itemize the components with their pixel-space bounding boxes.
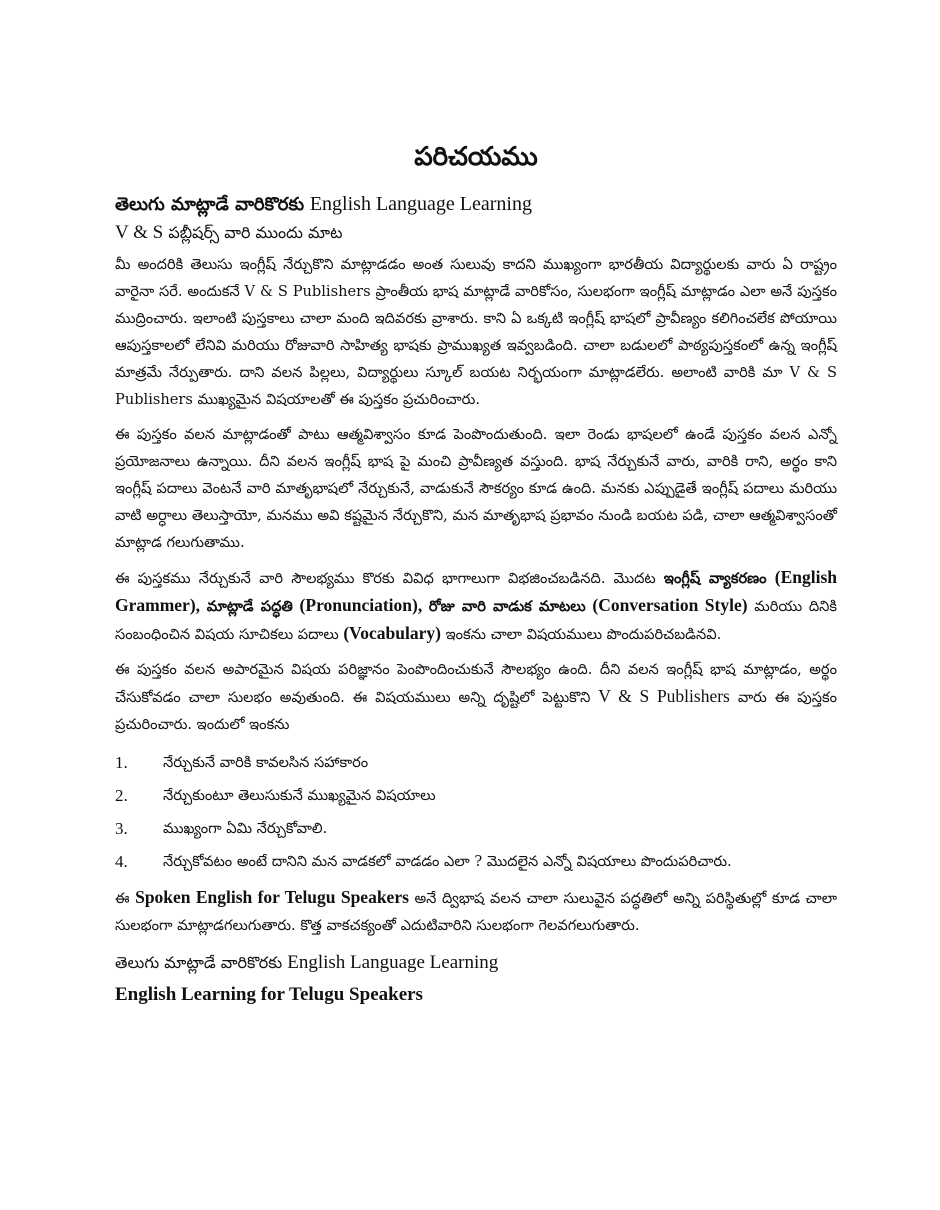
paragraph-5 bbox=[115, 884, 837, 939]
conversation-english: (Conversation Style) bbox=[592, 595, 748, 615]
conversation-telugu: రోజు వారి వాడుక మాటలు bbox=[428, 598, 586, 615]
grammar-english: (English Grammer), bbox=[115, 567, 838, 615]
heading-telugu: తెలుగు మాట్లాడే వారికొరకు bbox=[115, 194, 305, 215]
numbered-list bbox=[115, 746, 837, 878]
subheading-telugu: పబ్లీషర్స్ వారి ముందు మాట bbox=[168, 223, 343, 242]
footer-telugu: తెలుగు మాట్లాడే వారికొరకు bbox=[115, 953, 283, 972]
grammar-telugu: ఇంగ్లీష్ వ్యాకరణం bbox=[663, 570, 767, 587]
paragraph-3 bbox=[115, 564, 837, 648]
paragraph-4-part1: ఈ పుస్తకం వలన అపారమైన విషయ పరిజ్ఞానం పెంపొందించుకునే సౌలభ్యం ఉంది. దీని వలన ఇంగ్లీష్ భాష మాట్లాడం, అర్థం చేసుకోవడం చాలా సులభం అవుతుంది. ఈ విషయములు అన్ని దృష్టిలో పెట్టుకొని bbox=[115, 661, 837, 706]
heading-english: English Language Learning bbox=[309, 193, 532, 215]
paragraph-3-mid: మరియు దినికి సంబంధించిన విషయ సూచికలు పదాలు bbox=[115, 598, 838, 643]
document-page bbox=[115, 140, 837, 1011]
list-item bbox=[115, 845, 837, 878]
list-item bbox=[115, 779, 837, 812]
footer-english: English Language Learning bbox=[287, 952, 499, 973]
paragraph-4 bbox=[115, 656, 837, 738]
section-heading bbox=[115, 190, 837, 219]
vocabulary-english: (Vocabulary) bbox=[343, 623, 441, 643]
footer-line-1 bbox=[115, 947, 837, 979]
list-number: 4. bbox=[115, 852, 128, 871]
paragraph-3-intro: ఈ పుస్తకము నేర్చుకునే వారి సౌలభ్యము కొరకు వివిధ భాగాలుగా విభజించబడినది. మొదట bbox=[115, 570, 656, 587]
paragraph-5-post: అనే ద్విభాష వలన చాలా సులువైన పద్ధతిలో అన్ని పరిస్థితుల్లో కూడ చాలా సులభంగా మాట్లాడగలుగుతారు. కొత్త వాకచక్యంతో ఎదుటివారిని సులభంగా గెలవగలుగుతారు. bbox=[115, 890, 837, 934]
list-text: ముఖ్యంగా ఏమి నేర్చుకోవాలి. bbox=[163, 820, 328, 837]
subheading-english: V & S bbox=[115, 222, 164, 243]
list-item bbox=[115, 812, 837, 845]
paragraph-5-pre: ఈ bbox=[115, 890, 130, 907]
list-item bbox=[115, 746, 837, 779]
list-text: నేర్చుకోవటం అంటే దానిని మన వాడకలో వాడడం ఎలా ? మొదలైన ఎన్నో విషయాలు పొందుపరిచారు. bbox=[163, 853, 732, 870]
footer-line-2: English Learning for Telugu Speakers bbox=[115, 984, 423, 1005]
list-number: 1. bbox=[115, 753, 128, 772]
page-title: పరిచయము bbox=[414, 142, 538, 172]
pronunciation-telugu: మాట్లాడే పద్ధతి bbox=[206, 598, 293, 615]
list-number: 3. bbox=[115, 819, 128, 838]
paragraph-3-end: ఇంకను చాలా విషయములు పొందుపరిచబడినవి. bbox=[445, 626, 722, 643]
publisher-name: V & S Publishers bbox=[598, 686, 730, 706]
paragraph-1: మీ అందరికి తెలుసు ఇంగ్లీష్ నేర్చుకొని మాట్లాడడం అంత సులువు కాదని ముఖ్యంగా భారతీయ విద్యార్థులకు వారు ఏ రాష్ట్రం వారైనా సరే. అందుకనే V & S Publishers ప్రాంతీయ భాష మాట్లాడే వారికోసం, సులభంగా ఇంగ్లీష్ మాట్లాడం ఎలా అనే పుస్తకం ముద్రించారు. ఇలాంటి పుస్తకాలు చాలా మంది ఇదివరకు వ్రాశారు. కాని ఏ ఒక్కటి ఇంగ్లీష్ భాషలో ప్రావీణ్యం కలిగించలేక పోయాయి ఆపుస్తకాలలో లేనివి మరియు రోజువారి సాహిత్య భాషకు ప్రాముఖ్యత ఇవ్వబడింది. చాలా బడులలో పాఠ్యపుస్తకంలో ఉన్న ఇంగ్లీష్ మాత్రమే నేర్పుతారు. దాని వలన పిల్లలు, విద్యార్థులు స్కూల్ బయట నిర్భయంగా మాట్లాడలేరు. అలాంటి వారికి మా V & S Publishers ముఖ్యమైన విషయాలతో ఈ పుస్తకం ప్రచురించారు. bbox=[115, 256, 837, 408]
pronunciation-english: (Pronunciation), bbox=[299, 595, 423, 615]
paragraph-4-part2: వారు ఈ పుస్తకం ప్రచురించారు. ఇందులో ఇంకను bbox=[115, 689, 838, 733]
paragraph-2: ఈ పుస్తకం వలన మాట్లాడంతో పాటు ఆత్మవిశ్వాసం కూడ పెంపొందుతుంది. ఇలా రెండు భాషలలో ఉండే పుస్తకం వలన ఎన్నో ప్రయోజనాలు ఉన్నాయి. దీని వలన ఇంగ్లీష్ భాష పై మంచి ప్రావీణ్యత వస్తుంది. భాష నేర్చుకునే వారు, వారికి రాని, అర్థం కాని ఇంగ్లీష్ పదాలు వెంటనే వారి మాతృభాషలో నేర్చుకునే, వాడుకునే సౌకర్యం కూడ ఉంది. మనకు ఎప్పుడైతే ఇంగ్లీష్ పదాలు మరియు వాటి అర్ధాలు తెలుస్తాయో, మనము అవి కష్టమైన నేర్చుకొని, మన మాతృభాష ప్రభావం నుండి బయట పడి, చాలా ఆత్మవిశ్వాసంతో మాట్లాడ గలుగుతాము. bbox=[115, 426, 837, 551]
list-text: నేర్చుకుంటూ తెలుసుకునే ముఖ్యమైన విషయాలు bbox=[163, 787, 436, 804]
list-text: నేర్చుకునే వారికి కావలసిన సహాకారం bbox=[163, 754, 369, 771]
book-title-english: Spoken English for Telugu Speakers bbox=[135, 887, 409, 907]
list-number: 2. bbox=[115, 786, 128, 805]
sub-heading bbox=[115, 219, 837, 247]
